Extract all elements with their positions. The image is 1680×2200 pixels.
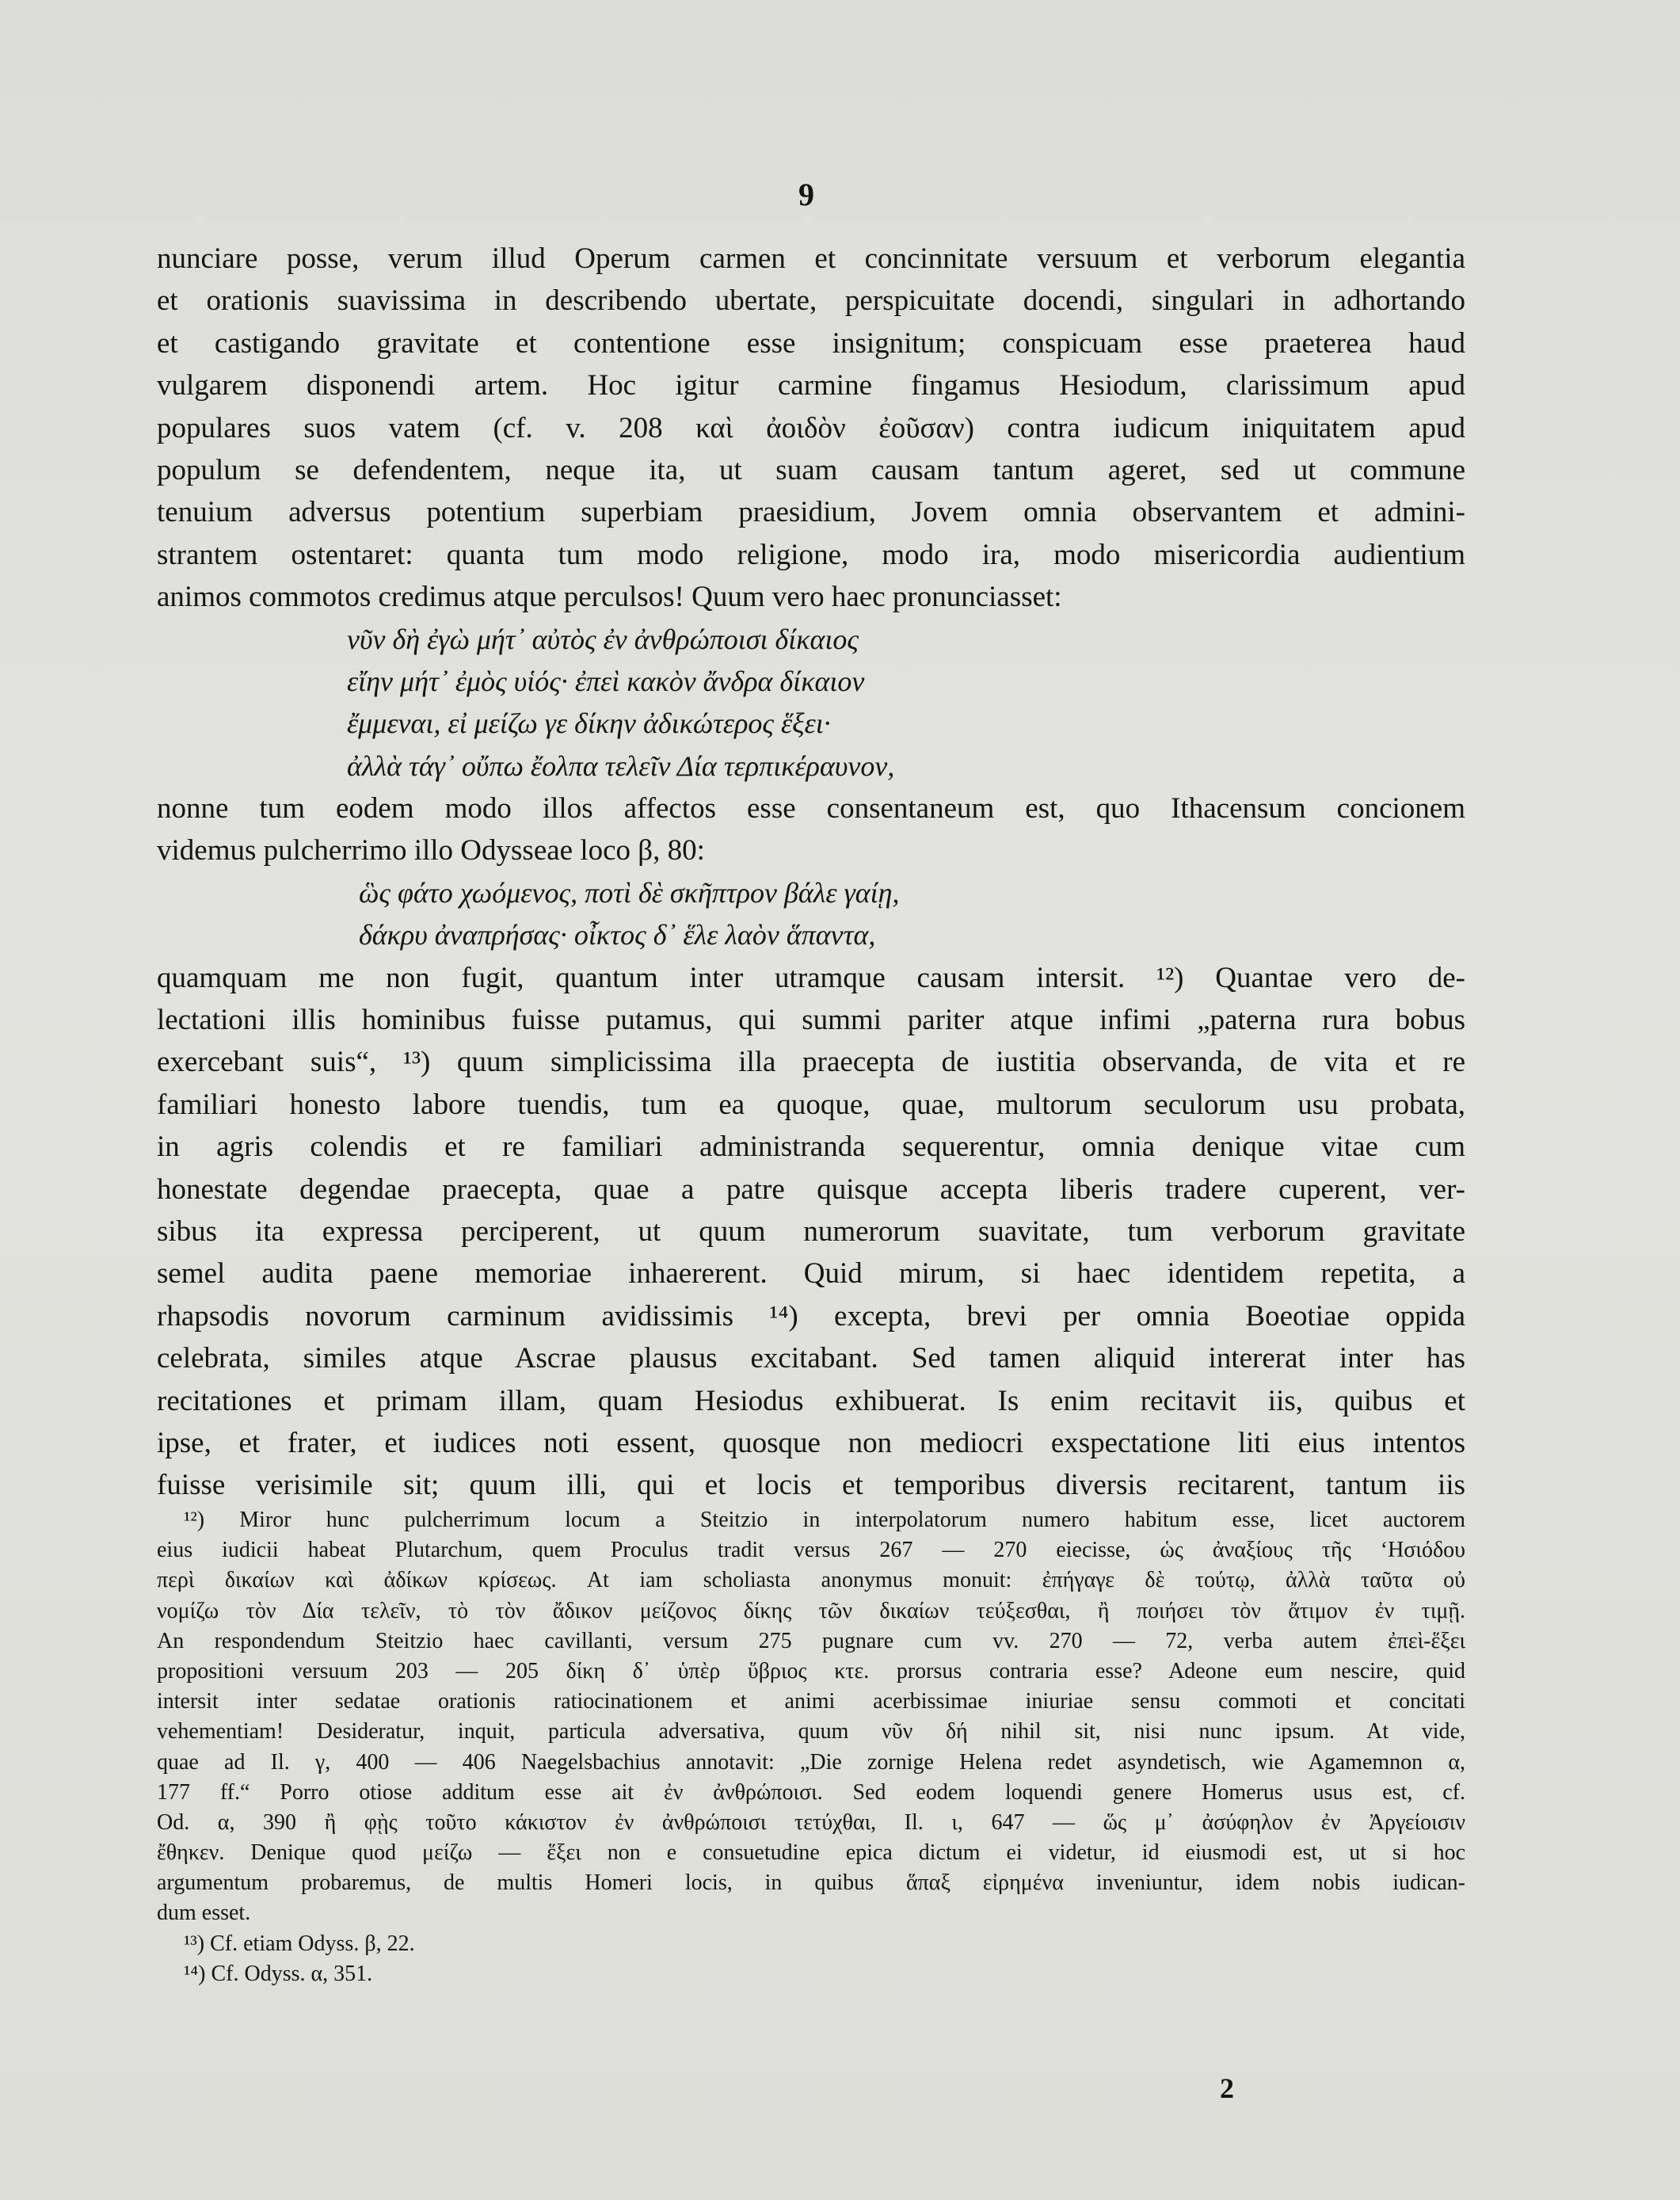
text-line: fuisse verisimile sit; quum illi, qui et locis et temporibus diversis recitarent, tantum iis bbox=[157, 1469, 1465, 1502]
text-line: et orationis suavissima in describendo ubertate, perspicuitate docendi, singulari in adhortando bbox=[157, 284, 1465, 318]
footnote-12-line: ἔθηκεν. Denique quod μείζω — ἕξει non e consuetudine epica dictum ei videtur, id eiusmodi est, ut si hoc bbox=[157, 1840, 1465, 1866]
footnotes bbox=[157, 1505, 1465, 1989]
footnote-12-line: vehementiam! Desideratur, inquit, particula adversativa, quum νῦν δή nihil sit, nisi nunc ipsum. At vide, bbox=[157, 1719, 1465, 1744]
greek-verse-line: δάκρυ ἀναπρήσας· οἶκτος δ᾽ ἕλε λαὸν ἅπαντα, bbox=[359, 919, 876, 951]
page-number: 9 bbox=[798, 177, 814, 212]
text-line: exercebant suis“, ¹³) quum simplicissima illa praecepta de iustitia observanda, de vita et re bbox=[157, 1046, 1465, 1079]
text-line: populum se defendentem, neque ita, ut suam causam tantum ageret, sed ut commune bbox=[157, 453, 1465, 486]
signature-mark: 2 bbox=[1220, 2072, 1234, 2104]
greek-verse-line: εἴην μήτ᾽ ἐμὸς υἱός· ἐπεὶ κακὸν ἄνδρα δίκαιον bbox=[347, 665, 865, 697]
text-line: nunciare posse, verum illud Operum carmen et concinnitate versuum et verborum elegantia bbox=[157, 242, 1465, 275]
greek-verse-line: ἀλλὰ τάγ᾽ οὔπω ἔολπα τελεῖν Δία τερπικέραυνον, bbox=[347, 749, 895, 782]
footnote-14: ¹⁴) Cf. Odyss. α, 351. bbox=[184, 1961, 373, 1986]
text-line: sibus ita expressa perciperent, ut quum numerorum suavitate, tum verborum gravitate bbox=[157, 1214, 1465, 1248]
greek-verse-line: ὣς φάτο χωόμενος, ποτὶ δὲ σκῆπτρον βάλε γαίῃ, bbox=[359, 876, 900, 909]
footnote-12-line: νομίζω τὸν Δία τελεῖν, τὸ τὸν ἄδικον μείζονος δίκης τῶν δικαίων τεύξεσθαι, ἢ ποιήσει τὸν ἄτιμον ἐν τιμῇ. bbox=[157, 1598, 1465, 1623]
text-line: tenuium adversus potentium superbiam praesidium, Jovem omnia observantem et admini- bbox=[157, 496, 1465, 529]
text-line: strantem ostentaret: quanta tum modo religione, modo ira, modo misericordia audientium bbox=[157, 538, 1465, 571]
footnote-12-line: 177 ff.“ Porro otiose additum esse ait ἐν ἀνθρώποισι. Sed eodem loquendi genere Homerus usus est, cf. bbox=[157, 1779, 1465, 1805]
footnote-12-line: quae ad Il. γ, 400 — 406 Naegelsbachius annotavit: „Die zornige Helena redet asyndetisch, wie Agamemnon α, bbox=[157, 1749, 1465, 1775]
text-line: rhapsodis novorum carminum avidissimis ¹⁴) excepta, brevi per omnia Boeotiae oppida bbox=[157, 1299, 1465, 1333]
footnote-12-line: ¹²) Miror hunc pulcherrimum locum a Steitzio in interpolatorum numero habitum esse, licet auctorem bbox=[184, 1508, 1465, 1532]
text-line: nonne tum eodem modo illos affectos esse consentaneum est, quo Ithacensum concionem bbox=[157, 792, 1465, 825]
text-line: recitationes et primam illam, quam Hesiodus exhibuerat. Is enim recitavit iis, quibus et bbox=[157, 1384, 1465, 1417]
greek-verse-line: νῦν δὴ ἐγὼ μήτ᾽ αὐτὸς ἐν ἀνθρώποισι δίκαιος bbox=[347, 623, 859, 655]
footnote-12-line: περὶ δικαίων καὶ ἀδίκων κρίσεως. At iam scholiasta anonymus monuit: ἐπήγαγε δὲ τούτῳ, ἀλλὰ ταῦτα οὐ bbox=[157, 1568, 1465, 1593]
text-line: lectationi illis hominibus fuisse putamus, qui summi pariter atque infimi „paterna rura bobus bbox=[157, 1004, 1465, 1037]
text-line: vulgarem disponendi artem. Hoc igitur carmine fingamus Hesiodum, clarissimum apud bbox=[157, 369, 1465, 402]
footnote-12-line: eius iudicii habeat Plutarchum, quem Proculus tradit versus 267 — 270 eiecisse, ὡς ἀναξίους τῆς ‘Ησιόδου bbox=[157, 1538, 1465, 1563]
text-line: semel audita paene memoriae inhaererent. Quid mirum, si haec identidem repetita, a bbox=[157, 1257, 1465, 1291]
text-line: in agris colendis et re familiari administranda sequerentur, omnia denique vitae cum bbox=[157, 1131, 1465, 1164]
footnote-12-line: argumentum probaremus, de multis Homeri locis, in quibus ἅπαξ εἰρημένα inveniuntur, idem nobis iudican- bbox=[157, 1870, 1465, 1896]
text-line: celebrata, similes atque Ascrae plausus excitabant. Sed tamen aliquid intererat inter has bbox=[157, 1342, 1465, 1375]
greek-verse-line: ἔμμεναι, εἰ μείζω γε δίκην ἀδικώτερος ἕξει· bbox=[347, 707, 831, 740]
footnote-12-line: dum esset. bbox=[157, 1901, 251, 1926]
footnote-12-line: An respondendum Steitzio haec cavillanti, versum 275 pugnare cum vv. 270 — 72, verba autem ἐπεὶ-ἕξει bbox=[157, 1628, 1465, 1653]
body-text bbox=[157, 238, 1465, 1507]
footnote-13: ¹³) Cf. etiam Odyss. β, 22. bbox=[184, 1931, 415, 1956]
text-line: videmus pulcherrimo illo Odysseae loco β, 80: bbox=[157, 834, 705, 867]
text-line: animos commotos credimus atque perculsos! Quum vero haec pronunciasset: bbox=[157, 581, 1062, 614]
text-line: honestate degendae praecepta, quae a patre quisque accepta liberis tradere cuperent, ver- bbox=[157, 1172, 1465, 1206]
text-line: ipse, et frater, et iudices noti essent, quosque non mediocri exspectatione liti eius intentos bbox=[157, 1426, 1465, 1459]
footnote-12-line: propositioni versuum 203 — 205 δίκη δ᾽ ὑπὲρ ὕβριος κτε. prorsus contraria esse? Adeone eum nescire, quid bbox=[157, 1658, 1465, 1683]
text-line: populares suos vatem (cf. v. 208 καὶ ἀοιδὸν ἐοῦσαν) contra iudicum iniquitatem apud bbox=[157, 411, 1465, 444]
text-line: quamquam me non fugit, quantum inter utramque causam intersit. ¹²) Quantae vero de- bbox=[157, 961, 1465, 994]
footnote-12-line: intersit inter sedatae orationis ratiocinationem et animi acerbissimae iniuriae sensu commoti et concitati bbox=[157, 1689, 1465, 1714]
text-line: familiari honesto labore tuendis, tum ea quoque, quae, multorum seculorum usu probata, bbox=[157, 1088, 1465, 1121]
text-line: et castigando gravitate et contentione esse insignitum; conspicuam esse praeterea haud bbox=[157, 326, 1465, 360]
footnote-12-line: Od. α, 390 ἢ φῂς τοῦτο κάκιστον ἐν ἀνθρώποισι τετύχθαι, Il. ι, 647 — ὥς μ᾽ ἀσύφηλον ἐν Ἀργείοισιν bbox=[157, 1809, 1465, 1835]
